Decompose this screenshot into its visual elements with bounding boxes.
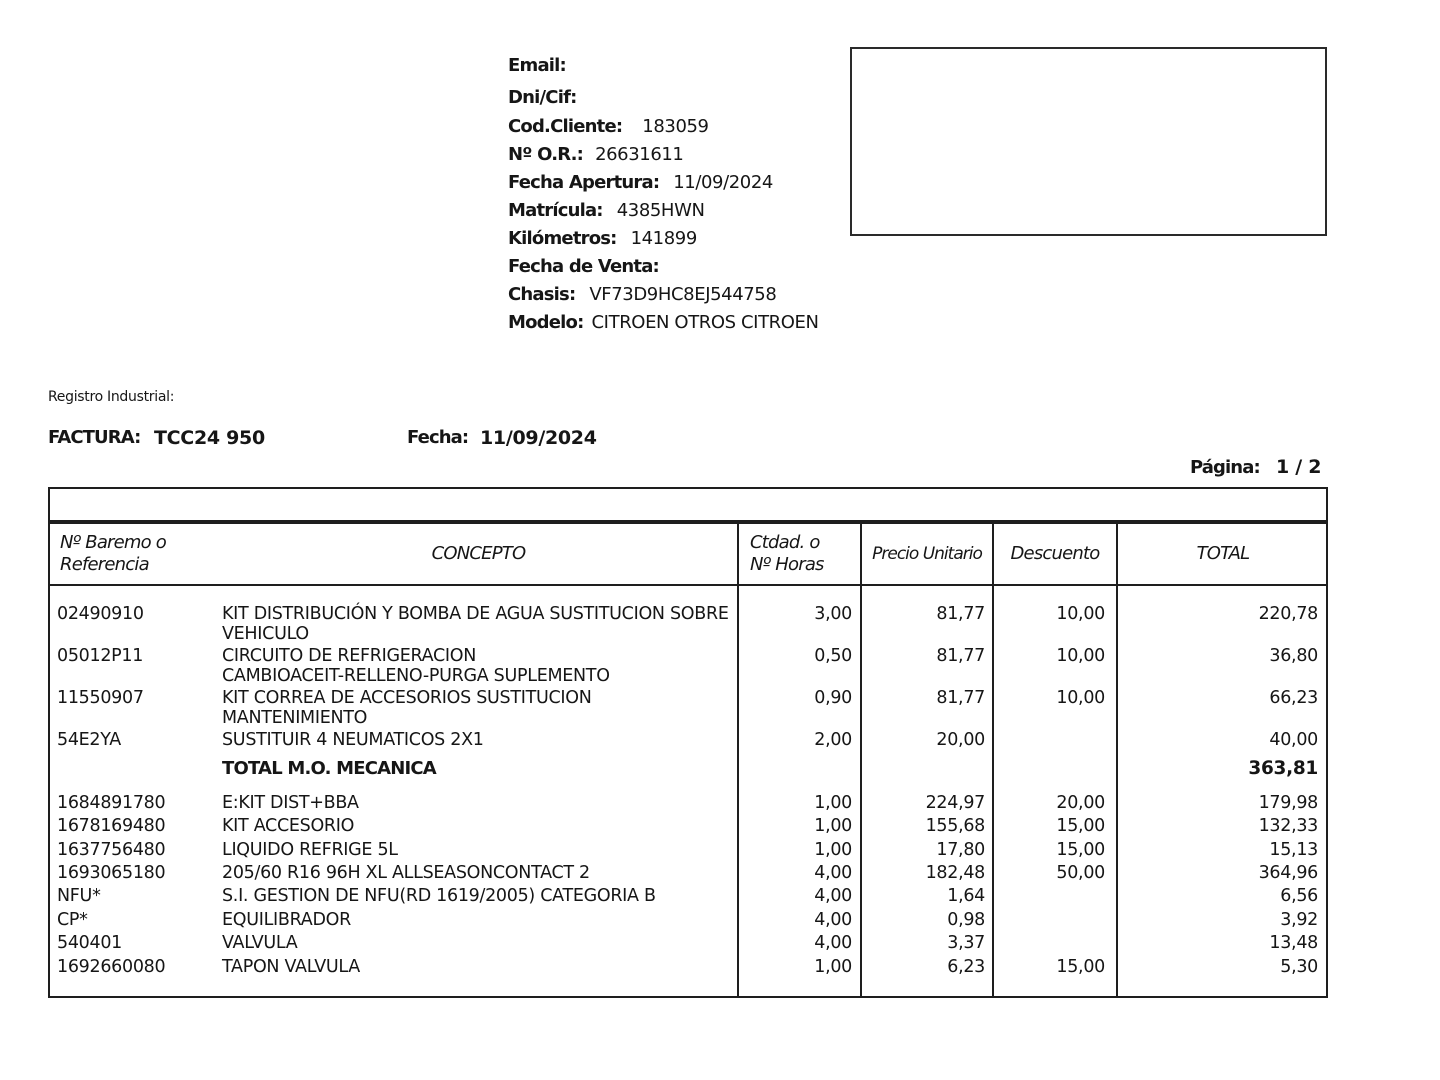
row-ref: 02490910 [57, 604, 144, 624]
part-total: 132,33 [1258, 816, 1318, 836]
row-concept: KIT CORREA DE ACCESORIOS SUSTITUCION [222, 688, 592, 708]
part-total: 15,13 [1269, 840, 1318, 860]
row-total: 220,78 [1258, 604, 1318, 624]
part-total: 179,98 [1258, 793, 1318, 813]
fecha-venta-label: Fecha de Venta: [508, 256, 659, 277]
part-qty: 4,00 [814, 933, 852, 953]
header-precio-unitario: Precio Unitario [872, 544, 982, 564]
part-unit-price: 182,48 [925, 863, 985, 883]
part-ref: 1692660080 [57, 957, 166, 977]
cod-cliente-value: 183059 [642, 116, 709, 137]
subtotal-label: TOTAL M.O. MECANICA [222, 758, 436, 779]
header-concepto: CONCEPTO [431, 543, 526, 564]
subtotal-value: 363,81 [1248, 758, 1318, 779]
part-discount: 50,00 [1056, 863, 1105, 883]
email-row [508, 53, 576, 79]
part-unit-price: 1,64 [947, 886, 985, 906]
chasis-label: Chasis: [508, 284, 576, 305]
part-ref: 1693065180 [57, 863, 166, 883]
fecha-label: Fecha: [407, 427, 469, 448]
row-unit-price: 81,77 [936, 604, 985, 624]
part-unit-price: 224,97 [925, 793, 985, 813]
factura-number: TCC24 950 [154, 427, 265, 449]
col-divider-discount [1116, 522, 1118, 998]
header-referencia [60, 524, 220, 584]
chasis-row [508, 282, 776, 308]
pagina-label: Página: [1190, 457, 1260, 478]
part-concept: E:KIT DIST+BBA [222, 793, 359, 813]
fecha-apertura-label: Fecha Apertura: [508, 172, 660, 193]
col-divider-price [992, 522, 994, 998]
row-discount: 10,00 [1056, 688, 1105, 708]
part-concept: S.I. GESTION DE NFU(RD 1619/2005) CATEGORIA B [222, 886, 656, 906]
header-ref-line1: Nº Baremo o [60, 532, 167, 553]
part-unit-price: 17,80 [936, 840, 985, 860]
matricula-row [508, 198, 705, 224]
row-qty: 0,90 [814, 688, 852, 708]
header-total: TOTAL [1196, 543, 1250, 564]
header-qty-line2: Nº Horas [750, 554, 824, 575]
fecha-value: 11/09/2024 [480, 427, 597, 449]
row-concept-cont: CAMBIOACEIT-RELLENO-PURGA SUPLEMENTO [222, 666, 610, 686]
fecha-apertura-row [508, 170, 773, 196]
header-descuento: Descuento [1010, 543, 1100, 564]
header-qty-line1: Ctdad. o [750, 532, 820, 553]
registro-industrial-label: Registro Industrial: [48, 389, 175, 405]
part-qty: 1,00 [814, 957, 852, 977]
part-discount: 15,00 [1056, 840, 1105, 860]
part-concept: EQUILIBRADOR [222, 910, 351, 930]
part-concept: 205/60 R16 96H XL ALLSEASONCONTACT 2 [222, 863, 590, 883]
cod-cliente-label: Cod.Cliente: [508, 116, 623, 137]
row-total: 66,23 [1269, 688, 1318, 708]
part-concept: TAPON VALVULA [222, 957, 360, 977]
part-ref: NFU* [57, 886, 101, 906]
part-concept: KIT ACCESORIO [222, 816, 355, 836]
part-qty: 4,00 [814, 910, 852, 930]
kilometros-label: Kilómetros: [508, 228, 617, 249]
row-concept: SUSTITUIR 4 NEUMATICOS 2X1 [222, 730, 484, 750]
row-ref: 05012P11 [57, 646, 144, 666]
kilometros-row [508, 226, 697, 252]
part-ref: 540401 [57, 933, 123, 953]
or-row [508, 142, 683, 168]
part-qty: 1,00 [814, 816, 852, 836]
part-total: 5,30 [1280, 957, 1318, 977]
part-concept: VALVULA [222, 933, 298, 953]
part-ref: 1684891780 [57, 793, 166, 813]
part-total: 6,56 [1280, 886, 1318, 906]
row-total: 40,00 [1269, 730, 1318, 750]
modelo-label: Modelo: [508, 312, 584, 333]
part-total: 364,96 [1258, 863, 1318, 883]
header-ref-line2: Referencia [60, 554, 149, 575]
row-concept: CIRCUITO DE REFRIGERACION [222, 646, 477, 666]
part-total: 3,92 [1280, 910, 1318, 930]
row-unit-price: 20,00 [936, 730, 985, 750]
part-discount: 15,00 [1056, 816, 1105, 836]
part-ref: 1637756480 [57, 840, 166, 860]
row-ref: 54E2YA [57, 730, 121, 750]
row-concept-cont: MANTENIMIENTO [222, 708, 368, 728]
row-qty: 2,00 [814, 730, 852, 750]
header-cantidad [750, 524, 860, 584]
modelo-value: CITROEN OTROS CITROEN [591, 312, 819, 333]
part-ref: 1678169480 [57, 816, 166, 836]
part-qty: 4,00 [814, 863, 852, 883]
col-divider-qty [860, 522, 862, 998]
part-qty: 4,00 [814, 886, 852, 906]
row-total: 36,80 [1269, 646, 1318, 666]
matricula-label: Matrícula: [508, 200, 603, 221]
kilometros-value: 141899 [630, 228, 697, 249]
modelo-row [508, 310, 819, 336]
pagina-value: 1 / 2 [1276, 456, 1322, 478]
fecha-apertura-value: 11/09/2024 [673, 172, 773, 193]
address-box [850, 47, 1327, 236]
part-qty: 1,00 [814, 793, 852, 813]
part-concept: LIQUIDO REFRIGE 5L [222, 840, 398, 860]
part-total: 13,48 [1269, 933, 1318, 953]
part-qty: 1,00 [814, 840, 852, 860]
chasis-value: VF73D9HC8EJ544758 [589, 284, 777, 305]
part-ref: CP* [57, 910, 88, 930]
row-discount: 10,00 [1056, 646, 1105, 666]
table-header-rule [48, 584, 1328, 586]
col-divider-concept [737, 522, 739, 998]
dni-label: Dni/Cif: [508, 87, 577, 108]
row-qty: 3,00 [814, 604, 852, 624]
dni-row [508, 85, 587, 111]
row-discount: 10,00 [1056, 604, 1105, 624]
matricula-value: 4385HWN [616, 200, 705, 221]
part-discount: 20,00 [1056, 793, 1105, 813]
row-ref: 11550907 [57, 688, 144, 708]
or-label: Nº O.R.: [508, 144, 584, 165]
row-qty: 0,50 [814, 646, 852, 666]
part-unit-price: 155,68 [925, 816, 985, 836]
factura-label: FACTURA: [48, 427, 141, 448]
part-unit-price: 6,23 [947, 957, 985, 977]
part-discount: 15,00 [1056, 957, 1105, 977]
email-label: Email: [508, 55, 566, 76]
part-unit-price: 3,37 [947, 933, 985, 953]
row-concept-cont: VEHICULO [222, 624, 309, 644]
fecha-venta-row [508, 254, 669, 280]
row-unit-price: 81,77 [936, 646, 985, 666]
part-unit-price: 0,98 [947, 910, 985, 930]
cod-cliente-row [508, 114, 709, 140]
or-value: 26631611 [595, 144, 684, 165]
row-unit-price: 81,77 [936, 688, 985, 708]
row-concept: KIT DISTRIBUCIÓN Y BOMBA DE AGUA SUSTITUCION SOBRE [222, 604, 729, 624]
